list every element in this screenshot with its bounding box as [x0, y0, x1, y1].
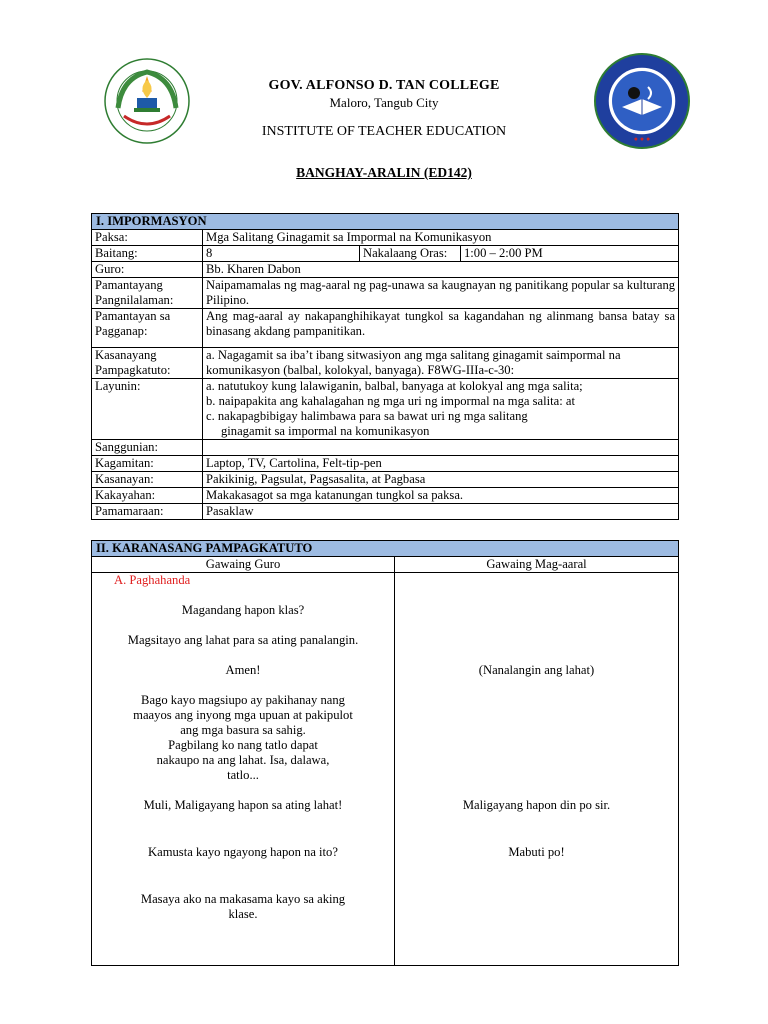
kakayahan-label: Kakayahan: — [92, 488, 203, 504]
student-line: Mabuti po! — [508, 845, 565, 859]
pagganap-value: Ang mag-aaral ay nakapanghihikayat tungkol sa kagandahan ng alinmang bansa batay sa binasang akdang pampanitikan. — [203, 309, 679, 348]
teacher-line: maayos ang inyong mga upuan at pakipulot — [133, 708, 353, 722]
kagamitan-label: Kagamitan: — [92, 456, 203, 472]
teacher-line: Bago kayo magsiupo ay pakihanay nang — [141, 693, 345, 707]
pamamaraan-label: Pamamaraan: — [92, 504, 203, 520]
teacher-line: Magsitayo ang lahat para sa ating panalangin. — [127, 633, 359, 647]
learning-experience-table — [91, 540, 679, 966]
teacher-line: ang mga basura sa sahig. — [180, 723, 306, 737]
teacher-line: Muli, Maligayang hapon sa ating lahat! — [143, 798, 343, 812]
oras-label: Nakalaang Oras: — [360, 246, 461, 262]
kasanayan-value: Pakikinig, Pagsulat, Pagsasalita, at Pagbasa — [203, 472, 679, 488]
college-name: GOV. ALFONSO D. TAN COLLEGE — [268, 78, 500, 93]
paksa-value: Mga Salitang Ginagamit sa Impormal na Komunikasyon — [203, 230, 679, 246]
baitang-label: Baitang: — [92, 246, 203, 262]
guro-value: Bb. Kharen Dabon — [203, 262, 679, 278]
pagganap-label-line2: Pagganap: — [95, 324, 148, 338]
svg-text:● ● ●: ● ● ● — [633, 136, 651, 143]
college-location: Maloro, Tangub City — [329, 95, 439, 110]
section-heading-karanasang: II. KARANASANG PAMPAGKATUTO — [92, 541, 679, 557]
oras-value: 1:00 – 2:00 PM — [461, 246, 679, 262]
sanggunian-label: Sanggunian: — [92, 440, 203, 456]
pamantayang-label-line2: Pangnilalaman: — [95, 293, 174, 307]
kasanayang-label-line1: Kasanayang — [95, 348, 157, 362]
teacher-activities — [92, 573, 395, 966]
student-line: (Nanalangin ang lahat) — [478, 663, 595, 677]
sanggunian-value — [203, 440, 679, 456]
pamantayang-value: Naipamamalas ng mag-aaral ng pag-unawa sa kaugnayan ng panitikang popular sa kulturang Pilipino. — [203, 278, 679, 309]
teacher-line: klase. — [228, 907, 258, 921]
layunin-item-c-cont: ginagamit sa impormal na komunikasyon — [221, 424, 430, 438]
pagganap-label-line1: Pamantayan sa — [95, 309, 171, 323]
pamantayang-label — [92, 278, 203, 309]
document-title: BANGHAY-ARALIN (ED142) — [296, 165, 472, 180]
column-header-guro: Gawaing Guro — [92, 557, 395, 573]
guro-label: Guro: — [92, 262, 203, 278]
section-heading-impormasyon: I. IMPORMASYON — [92, 214, 679, 230]
teacher-line: Magandang hapon klas? — [181, 603, 305, 617]
column-header-magaaral: Gawaing Mag-aaral — [395, 557, 679, 573]
teacher-line: Pagbilang ko nang tatlo dapat — [168, 738, 318, 752]
teacher-line: Masaya ako na makasama kayo sa aking — [140, 892, 346, 906]
kagamitan-value: Laptop, TV, Cartolina, Felt-tip-pen — [203, 456, 679, 472]
teacher-line: Kamusta kayo ngayong hapon na ito? — [148, 845, 338, 859]
layunin-label: Layunin: — [92, 379, 203, 440]
subheading-paghahanda: A. Paghahanda — [114, 573, 191, 587]
kasanayang-label-line2: Pampagkatuto: — [95, 363, 171, 377]
layunin-item-b: b. naipapakita ang kahalagahan ng mga uri ng impormal na mga salita: at — [206, 394, 575, 408]
pamantayang-label-line1: Pamantayang — [95, 278, 163, 292]
kasanayang-label — [92, 348, 203, 379]
kasanayan-label: Kasanayan: — [92, 472, 203, 488]
pagganap-label — [92, 309, 203, 348]
teacher-line: nakaupo na ang lahat. Isa, dalawa, — [156, 753, 330, 767]
teacher-line: tatlo... — [227, 768, 259, 782]
student-line: Maligayang hapon din po sir. — [462, 798, 611, 812]
kasanayang-value: a. Nagagamit sa iba’t ibang sitwasiyon ang mga salitang ginagamit saimpormal na komunikasyon (balbal, kolokyal, banyaga). F8WG-IIIa-c-30: — [203, 348, 679, 379]
institute-name: INSTITUTE OF TEACHER EDUCATION — [261, 124, 507, 139]
paksa-label: Paksa: — [92, 230, 203, 246]
information-table — [91, 213, 679, 520]
pamamaraan-value: Pasaklaw — [203, 504, 679, 520]
baitang-value: 8 — [203, 246, 360, 262]
teacher-line: Amen! — [225, 663, 261, 677]
layunin-item-c: c. nakapagbibigay halimbawa para sa bawat uri ng mga salitang — [206, 409, 528, 423]
layunin-item-a: a. natutukoy kung lalawiganin, balbal, banyaga at kolokyal ang mga salita; — [206, 379, 583, 393]
student-activities — [395, 573, 679, 966]
layunin-value — [203, 379, 679, 440]
kakayahan-value: Makakasagot sa mga katanungan tungkol sa paksa. — [203, 488, 679, 504]
